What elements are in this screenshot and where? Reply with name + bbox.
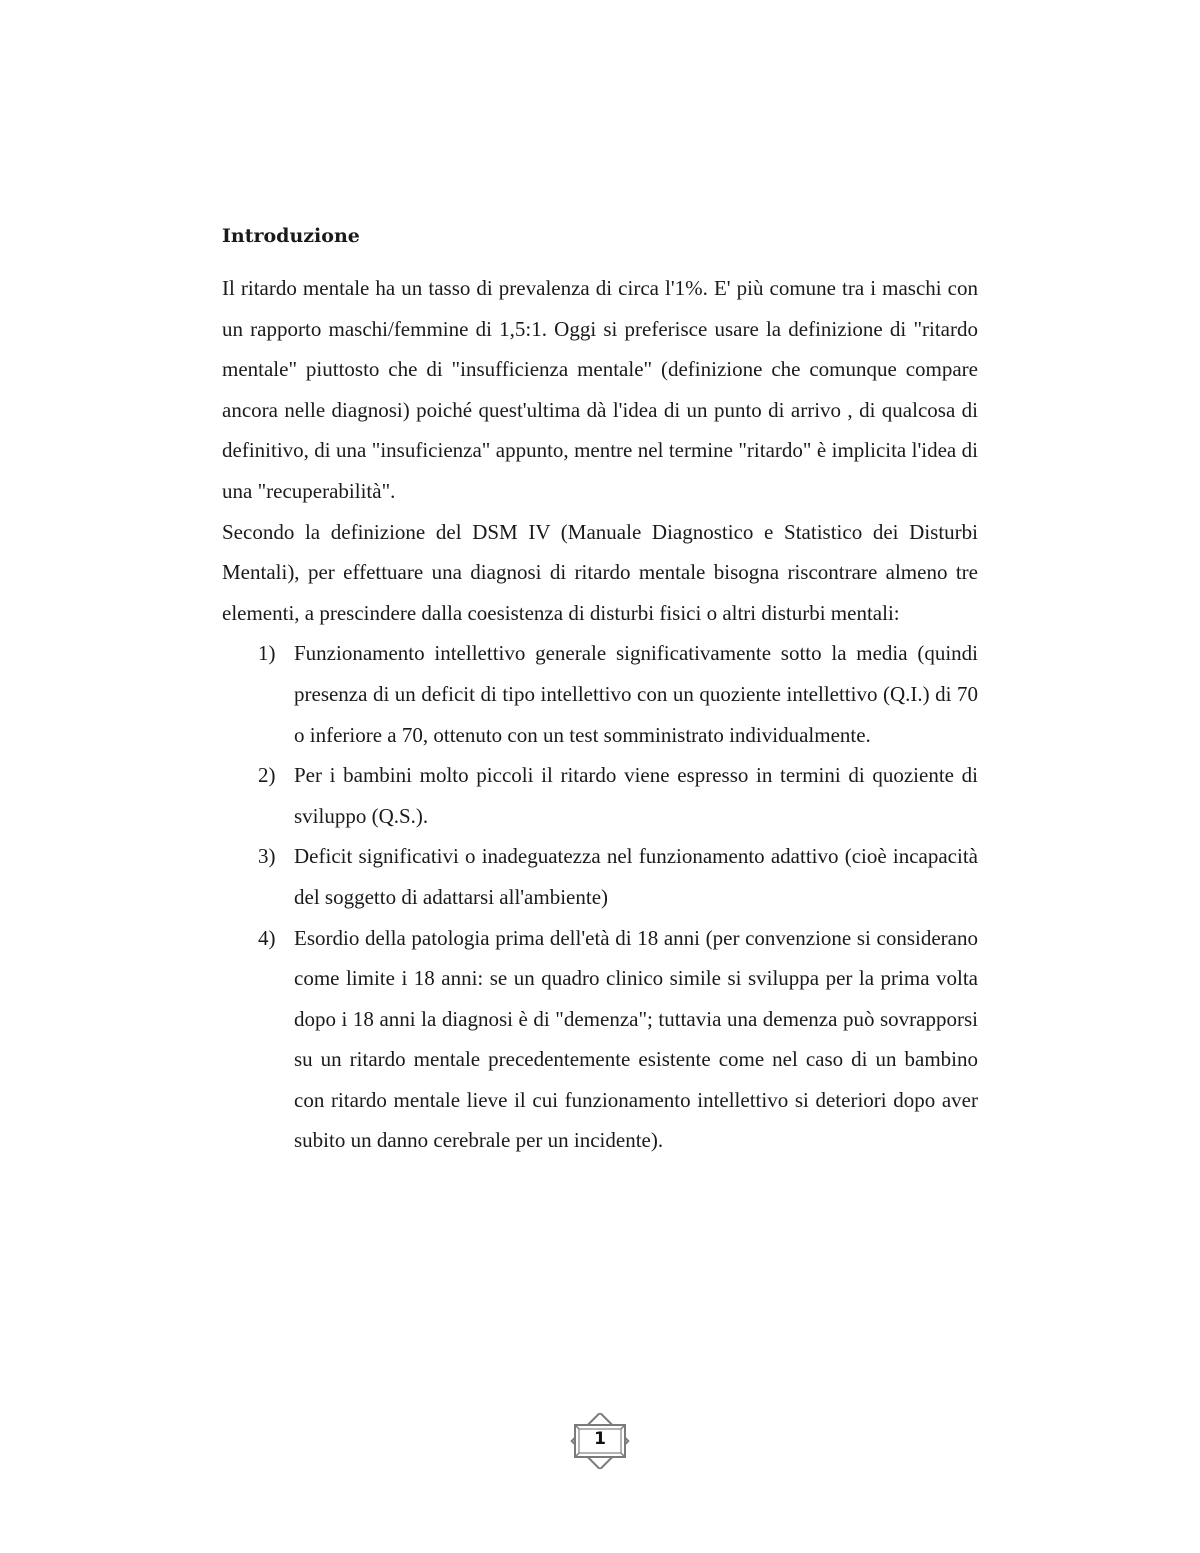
list-item-number: 1): [258, 641, 276, 666]
list-item-text: Deficit significativi o inadeguatezza nel funzionamento adattivo (cioè incapacità del soggetto di adattarsi all'ambiente): [294, 844, 978, 909]
list-item-text: Funzionamento intellettivo generale significativamente sotto la media (quindi presenza di un deficit di tipo intellettivo con un quoziente intellettivo (Q.I.) di 70 o inferiore a 70, ottenuto con un test somministrato individualmente.: [294, 641, 978, 747]
list-item-number: 2): [258, 763, 276, 788]
list-item-text: Per i bambini molto piccoli il ritardo viene espresso in termini di quoziente di sviluppo (Q.S.).: [294, 763, 978, 828]
list-item: [258, 755, 978, 836]
document-body: [222, 268, 978, 1161]
page-number-footer: [567, 1413, 633, 1469]
paragraph-dsm: Secondo la definizione del DSM IV (Manuale Diagnostico e Statistico dei Disturbi Mentali), per effettuare una diagnosi di ritardo mentale bisogna riscontrare almeno tre elementi, a prescindere dalla coesistenza di disturbi fisici o altri disturbi mentali:: [222, 519, 978, 625]
list-item: [258, 633, 978, 755]
list-item: [258, 918, 978, 1162]
paragraph-intro: Il ritardo mentale ha un tasso di prevalenza di circa l'1%. E' più comune tra i maschi con un rapporto maschi/femmine di 1,5:1. Oggi si preferisce usare la definizione di "ritardo mentale" piuttosto che di "insufficienza mentale" (definizione che comunque compare ancora nelle diagnosi) poiché quest'ultima dà l'idea di un punto di arrivo , di qualcosa di definitivo, di una "insuficienza" appunto, mentre nel termine "ritardo" è implicita l'idea di una "recuperabilità".: [222, 276, 978, 503]
page-number: 1: [594, 1429, 606, 1449]
list-item: [258, 836, 978, 917]
list-item-text: Esordio della patologia prima dell'età di 18 anni (per convenzione si considerano come limite i 18 anni: se un quadro clinico simile si sviluppa per la prima volta dopo i 18 anni la diagnosi è di "demenza"; tuttavia una demenza può sovrapporsi su un ritardo mentale precedentemente esistente come nel caso di un bambino con ritardo mentale lieve il cui funzionamento intellettivo si deteriori dopo aver subito un danno cerebrale per un incidente).: [294, 925, 978, 1153]
list-item-number: 3): [258, 844, 276, 869]
list-item-number: 4): [258, 925, 276, 950]
section-heading: Introduzione: [222, 225, 360, 247]
criteria-list: [222, 633, 978, 1161]
